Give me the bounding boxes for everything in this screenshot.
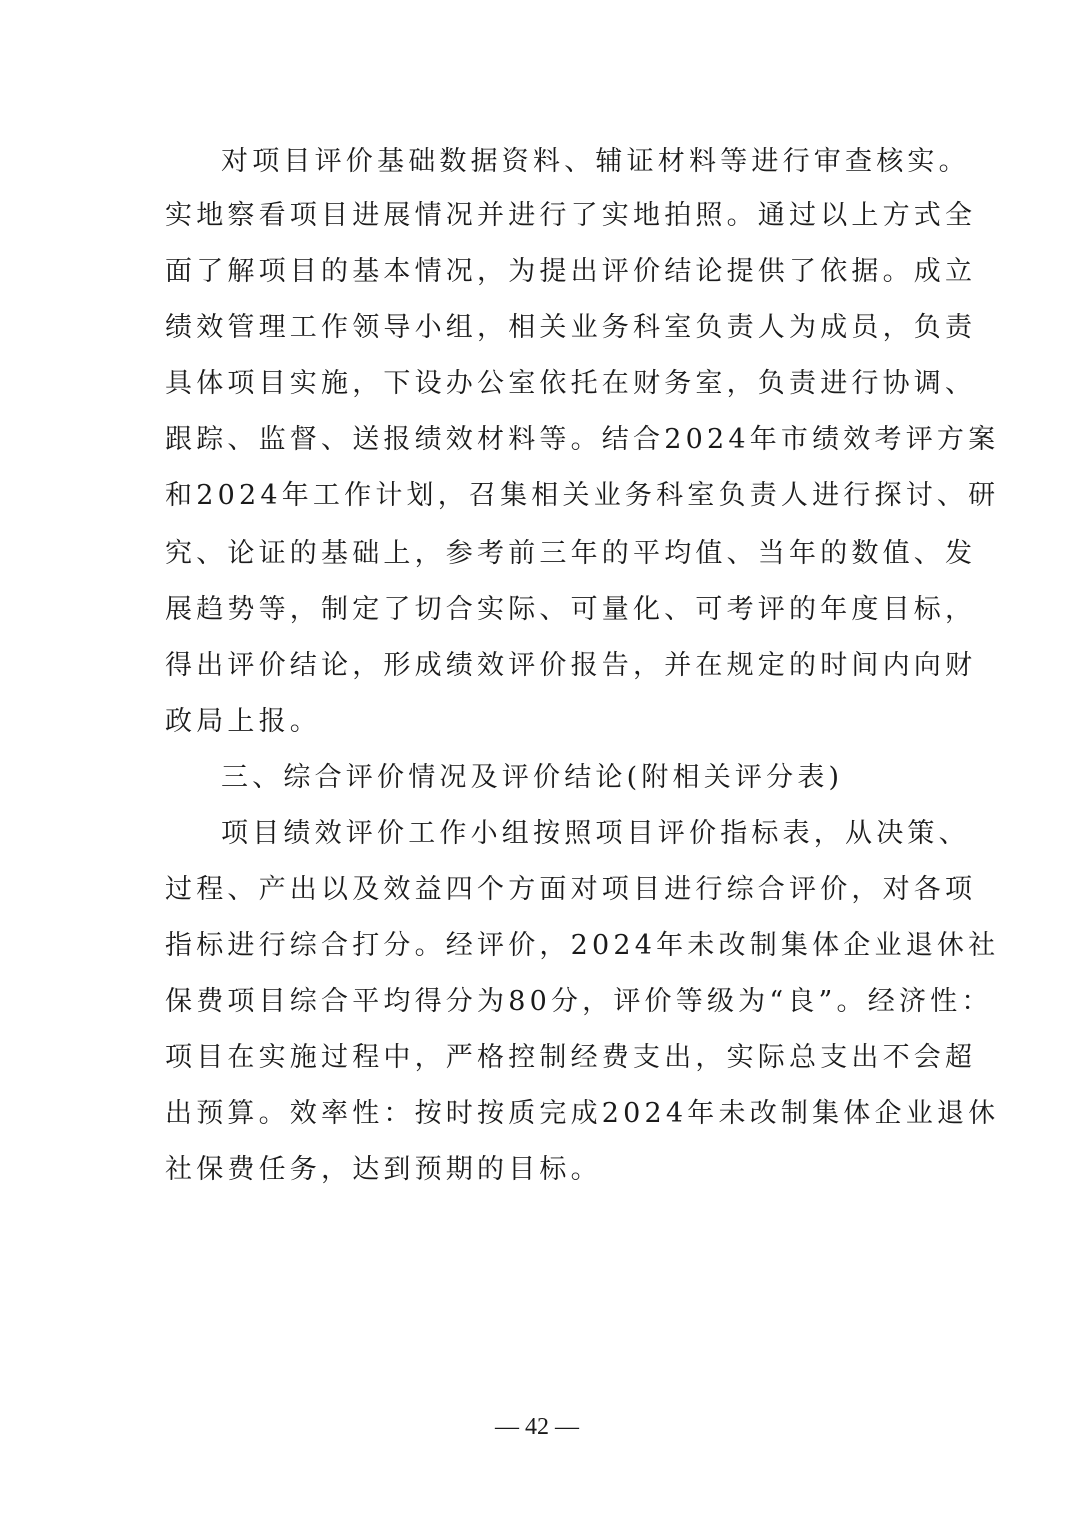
paragraph-line: 面了解项目的基本情况，为提出评价结论提供了依据。成立 xyxy=(165,256,977,287)
paragraph-line: 项目绩效评价工作小组按照项目评价指标表，从决策、 xyxy=(221,818,970,849)
paragraph-line: 对项目评价基础数据资料、辅证材料等进行审查核实。 xyxy=(221,146,970,177)
paragraph-line: 究、论证的基础上，参考前三年的平均值、当年的数值、发 xyxy=(165,538,977,569)
paragraph-line: 项目在实施过程中，严格控制经费支出，实际总支出不会超 xyxy=(165,1042,977,1073)
paragraph-line: 具体项目实施，下设办公室依托在财务室，负责进行协调、 xyxy=(165,368,977,399)
paragraph-line: 保费项目综合平均得分为80分，评价等级为“良”。经济性： xyxy=(165,986,993,1017)
page-number: — 42 — xyxy=(495,1414,579,1440)
paragraph-line: 展趋势等，制定了切合实际、可量化、可考评的年度目标， xyxy=(165,594,977,625)
paragraph-line: 指标进行综合打分。经评价，2024年未改制集体企业退休社 xyxy=(165,930,1000,961)
paragraph-line: 跟踪、监督、送报绩效材料等。结合2024年市绩效考评方案 xyxy=(165,424,1000,455)
paragraph-line: 绩效管理工作领导小组，相关业务科室负责人为成员，负责 xyxy=(165,312,977,343)
section-heading: 三、综合评价情况及评价结论(附相关评分表) xyxy=(221,762,844,793)
paragraph-line: 社保费任务，达到预期的目标。 xyxy=(165,1154,602,1185)
paragraph-line: 政局上报。 xyxy=(165,706,321,737)
paragraph-line: 实地察看项目进展情况并进行了实地拍照。通过以上方式全 xyxy=(165,200,977,231)
paragraph-line: 得出评价结论，形成绩效评价报告，并在规定的时间内向财 xyxy=(165,650,977,681)
paragraph-line: 过程、产出以及效益四个方面对项目进行综合评价，对各项 xyxy=(165,874,977,905)
paragraph-line: 和2024年工作计划，召集相关业务科室负责人进行探讨、研 xyxy=(165,480,1000,511)
paragraph-line: 出预算。效率性：按时按质完成2024年未改制集体企业退休 xyxy=(165,1098,1000,1129)
